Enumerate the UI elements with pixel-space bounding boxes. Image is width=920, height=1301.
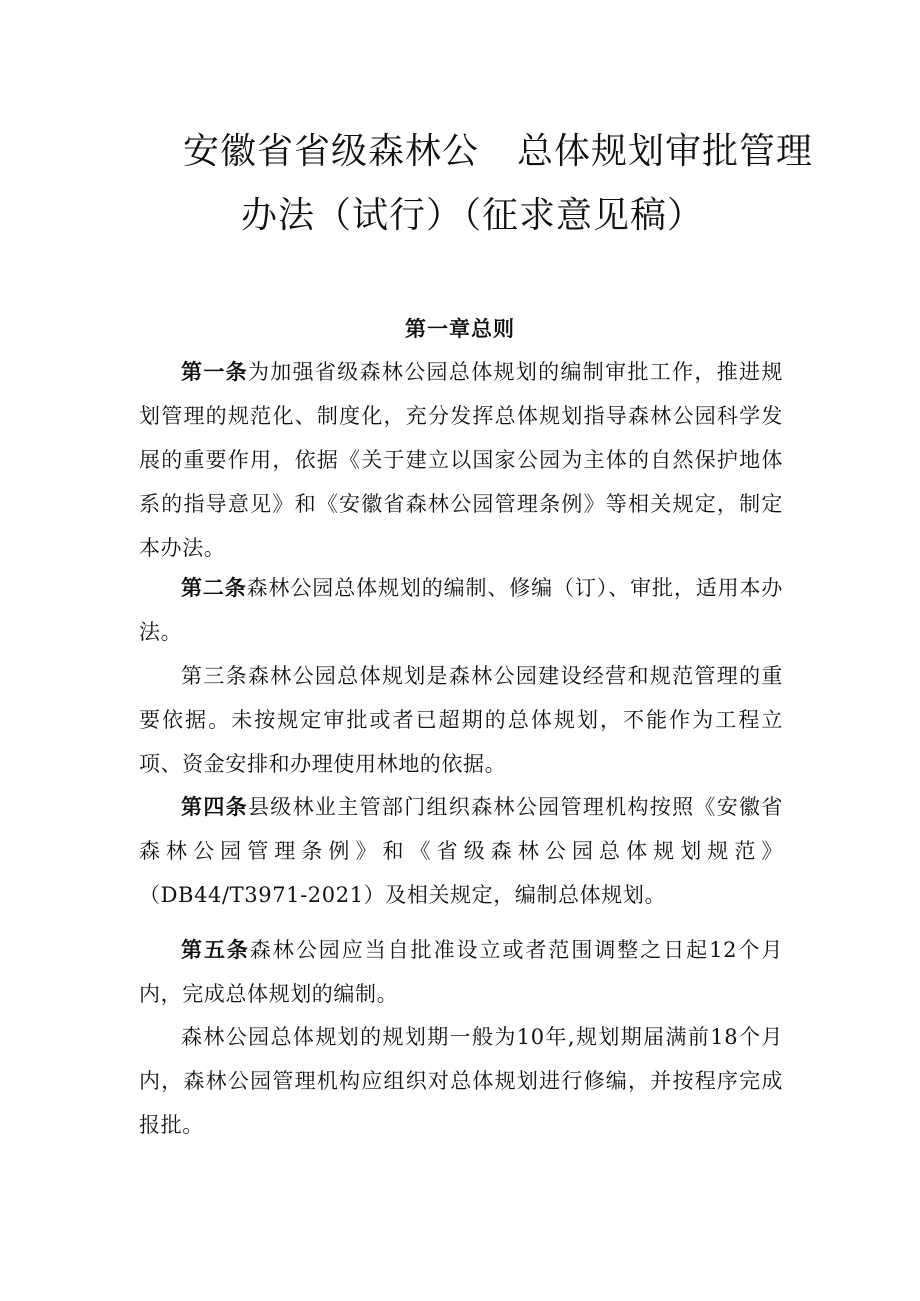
title-part-1: 安徽省省级森林公 bbox=[183, 131, 480, 172]
article-paragraph bbox=[139, 928, 783, 1016]
article-label: 第二条 bbox=[181, 576, 247, 600]
article-label: 第一条 bbox=[181, 360, 248, 384]
document-title-line-1 bbox=[183, 132, 813, 172]
document-title-line-2: 办法（试行）（征求意见稿） bbox=[241, 195, 705, 236]
article-paragraph bbox=[139, 566, 783, 654]
article-paragraph bbox=[139, 1015, 783, 1147]
article-text: 森林公园总体规划的规划期一般为10年,规划期届满前18个月内，森林公园管理机构应组织对总体规划进行修编，并按程序完成报批。 bbox=[139, 1025, 783, 1137]
article-text: 县级林业主管部门组织森林公园管理机构按照《安徽省森林公园管理条例》和《省级森林公园总体规划规范》（DB44/T3971-2021）及相关规定，编制总体规划。 bbox=[139, 795, 783, 907]
article-text: 为加强省级森林公园总体规划的编制审批工作，推进规划管理的规范化、制度化，充分发挥总体规划指导森林公园科学发展的重要作用，依据《关于建立以国家公园为主体的自然保护地体系的指导意见》和《安徽省森林公园管理条例》等相关规定，制定本办法。 bbox=[139, 360, 783, 560]
chapter-heading: 第一章总则 bbox=[405, 317, 515, 341]
article-text: 森林公园总体规划的编制、修编（订）、审批，适用本办法。 bbox=[139, 576, 783, 644]
article-paragraph bbox=[139, 785, 783, 917]
article-label: 第五条 bbox=[181, 938, 250, 962]
title-part-2: 总体规划审批管理 bbox=[517, 131, 814, 172]
article-paragraph bbox=[139, 654, 783, 786]
article-paragraph bbox=[139, 350, 783, 570]
article-text: 第三条森林公园总体规划是森林公园建设经营和规范管理的重要依据。未按规定审批或者已超期的总体规划，不能作为工程立项、资金安排和办理使用林地的依据。 bbox=[139, 664, 783, 776]
article-text: 森林公园应当自批准设立或者范围调整之日起12个月内，完成总体规划的编制。 bbox=[139, 938, 783, 1006]
article-label: 第四条 bbox=[181, 795, 248, 819]
